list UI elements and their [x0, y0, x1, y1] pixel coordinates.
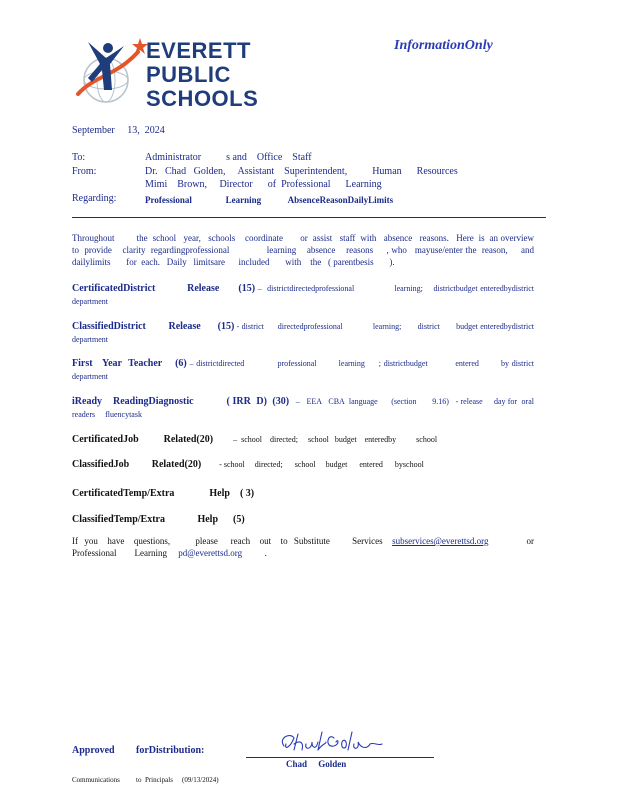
- signature-line: [246, 757, 434, 758]
- section-classified-district-release: [72, 320, 556, 345]
- section-body: - district directedprofessional learning; district budget enteredbydistrict department: [72, 322, 556, 344]
- regarding-value: Professional Learning AbsenceReasonDailyLimits: [145, 195, 394, 205]
- section-body: – school directed; school budget enteredby school: [213, 435, 438, 444]
- section-title: ClassifiedDistrict Release (15): [72, 321, 235, 332]
- memo-date: September 13, 2024: [72, 125, 165, 136]
- regarding-label: Regarding:: [72, 193, 117, 204]
- section-classified-job-related: [72, 458, 534, 471]
- subservices-email-link[interactable]: subservices@everettsd.org: [392, 536, 489, 546]
- section-title: CertificatedDistrict Release (15): [72, 283, 256, 294]
- section-title: CertificatedJob Related(20): [72, 434, 214, 445]
- from-line-2: Mimi Brown, Director of Professional Learning: [145, 179, 382, 190]
- section-classified-temp-extra: [72, 509, 534, 527]
- closing-text-start: If you have questions, please reach out to Substitute Services: [72, 536, 393, 546]
- section-certificated-job-related: [72, 433, 534, 446]
- intro-paragraph: Throughout the school year, schools coordinate or assist staff with absence reasons. Here is an overview to provide clarity regardingprofessional learning absence reasons , who mayuse/enter the reason, and dailylimits for each. Daily limitsare included with the ( parentbesis ).: [72, 233, 546, 267]
- for-distribution-label: forDistribution:: [136, 745, 205, 756]
- section-body: – districtdirectedprofessional learning; districtbudget enteredbydistrict department: [72, 284, 556, 306]
- section-iready-reading-diagnostic: [72, 395, 540, 420]
- closing-text-middle: or Professional Learning: [72, 536, 537, 558]
- logo-emblem-icon: [72, 36, 148, 112]
- section-title: CertificatedTemp/Extra Help ( 3): [72, 488, 255, 499]
- footer-recipients: to Principals: [136, 776, 173, 784]
- header-divider: [72, 217, 546, 218]
- section-body: – districtdirected professional learning ; districtbudget entered by district department: [72, 359, 544, 381]
- closing-text-end: .: [242, 548, 267, 558]
- section-title: ClassifiedJob Related(20): [72, 459, 202, 470]
- to-label: To:: [72, 152, 86, 163]
- footer-date: (09/13/2024): [182, 776, 219, 784]
- to-value: Administrator s and Office Staff: [145, 152, 312, 163]
- approved-label: Approved: [72, 745, 115, 756]
- section-title: iReady ReadingDiagnostic ( IRR D) (30): [72, 396, 290, 407]
- section-title: First Year Teacher (6): [72, 358, 187, 369]
- logo-word-everett: EVERETT: [146, 38, 251, 63]
- section-body: - school directed; school budget entered byschool: [201, 460, 424, 469]
- logo-word-public: PUBLIC: [146, 62, 231, 87]
- section-title: ClassifiedTemp/Extra Help (5): [72, 514, 245, 525]
- section-certificated-temp-extra: [72, 483, 534, 501]
- section-first-year-teacher: [72, 357, 544, 382]
- from-label: From:: [72, 166, 97, 177]
- signer-name: Chad Golden: [286, 759, 347, 769]
- from-line-1: Dr. Chad Golden, Assistant Superintendent, Human Resources: [145, 166, 458, 177]
- handwritten-signature: [276, 728, 386, 756]
- everett-public-schools-logo: [72, 36, 259, 112]
- logo-word-schools: SCHOOLS: [146, 86, 259, 111]
- pd-email-link[interactable]: pd@everettsd.org: [178, 548, 243, 558]
- section-certificated-district-release: [72, 282, 556, 307]
- section-body: – EEA CBA language (section 9.16) - release day for oral readers fluencytask: [72, 397, 540, 419]
- information-only-badge: InformationOnly: [394, 38, 493, 53]
- closing-paragraph: [72, 535, 537, 559]
- footer-communications: Communications: [72, 776, 120, 784]
